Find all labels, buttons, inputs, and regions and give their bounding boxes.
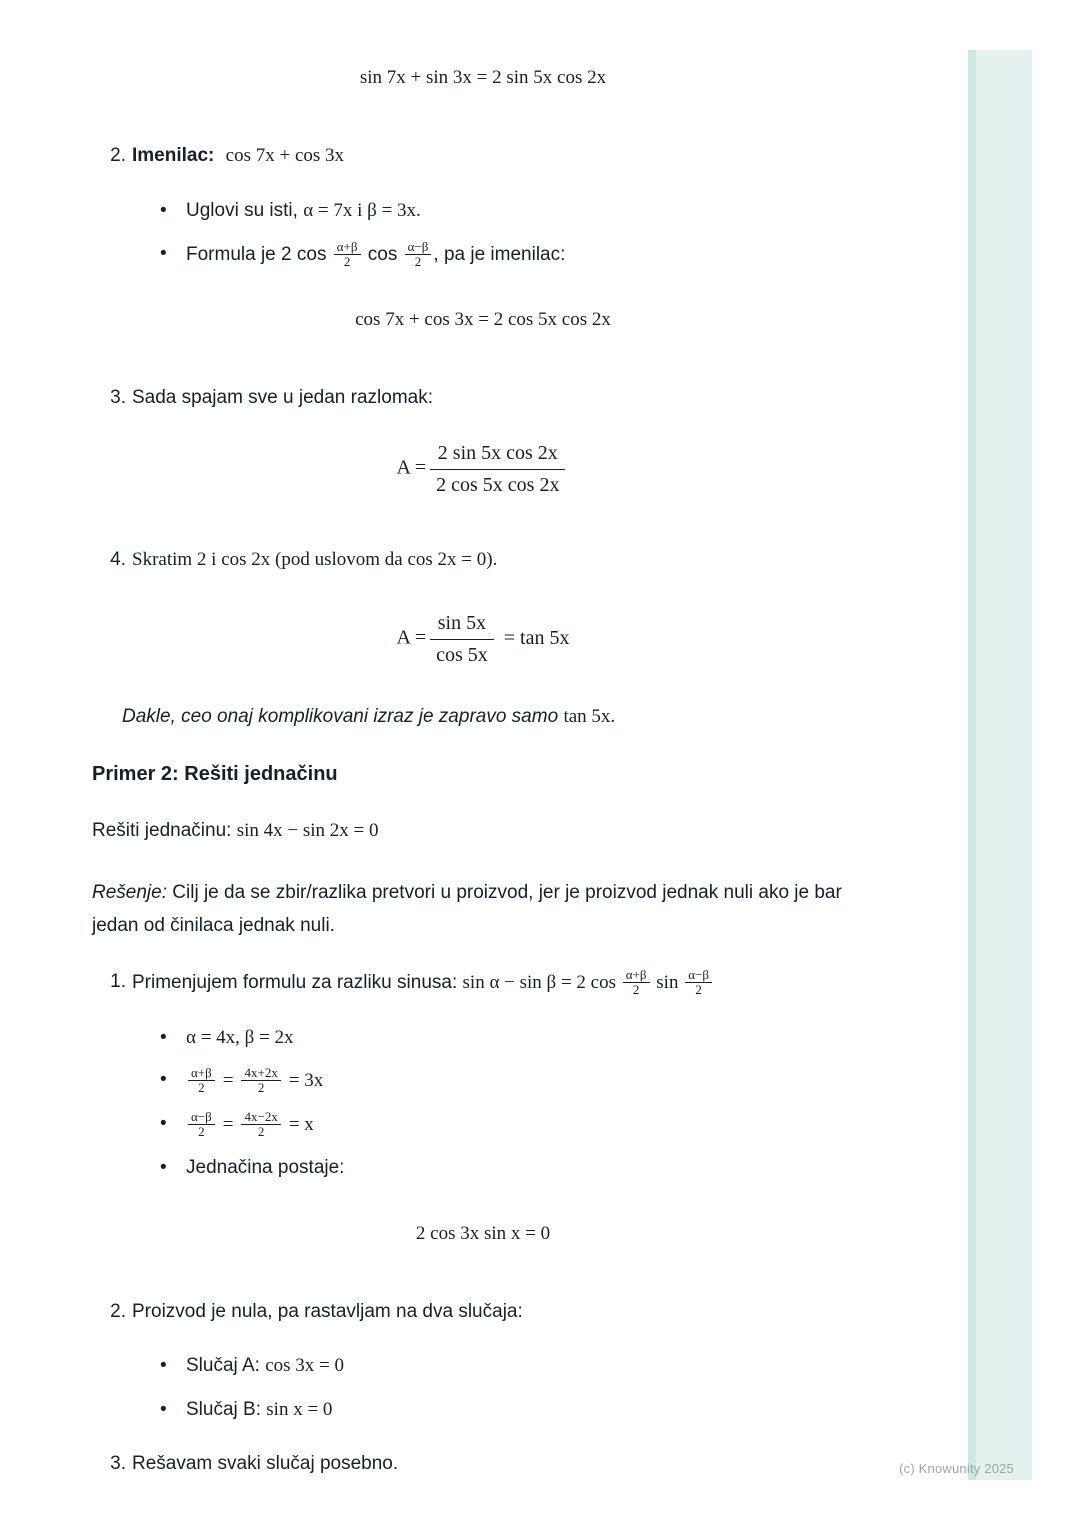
equation-sin-sum-text: sin 7x + sin 3x = 2 sin 5x cos 2x — [359, 67, 607, 88]
case-b-label: Slučaj B: — [186, 1399, 267, 1420]
list-item-denominator — [110, 142, 932, 171]
fraction-numerator: α−β — [407, 239, 429, 254]
fraction-numerator: α−β — [191, 1109, 212, 1124]
denominator-expression: cos 7x + cos 3x — [225, 145, 345, 166]
bullet-formula-after: , pa je imenilac: — [433, 243, 566, 265]
bullet-dot-icon: • — [160, 1399, 167, 1420]
simplify-text: Skratim 2 i cos 2x (pod uslovom da cos 2x = 0). — [132, 549, 498, 570]
bullet-half-difference — [160, 1109, 946, 1139]
list-item-simplify — [110, 546, 952, 575]
alpha-beta-expression: α = 4x, β = 2x — [186, 1027, 294, 1048]
bullet-formula-mid: cos — [362, 243, 403, 265]
equation-cos-sum-text: cos 7x + cos 3x = 2 cos 5x cos 2x — [355, 309, 611, 330]
list-number: 3. — [110, 387, 126, 408]
fraction-denominator: 2 — [188, 1124, 215, 1139]
conclusion-text: Dakle, ceo onaj komplikovani izraz je zapravo samo — [122, 706, 564, 727]
heading-primer-2 — [92, 763, 912, 786]
bullet-angles-expression: α = 7x i β = 3x. — [303, 200, 421, 221]
list-number: 2. — [110, 145, 126, 166]
case-a-label: Slučaj A: — [186, 1355, 266, 1376]
fraction-numerator: 2 sin 5x cos 2x — [437, 442, 558, 464]
bullet-case-a — [160, 1352, 946, 1381]
list-number: 2. — [110, 1301, 126, 1322]
apply-formula-text: Primenjujem formulu za razliku sinusa: — [132, 971, 463, 993]
bullet-dot-icon: • — [160, 243, 167, 264]
fraction-4x-minus-2x-over-2 — [241, 1110, 280, 1138]
equation-A-tan-lhs: A = — [396, 626, 427, 649]
fraction-alpha-minus-beta-over-2 — [188, 1110, 215, 1138]
combine-text: Sada spajam sve u jedan razlomak: — [132, 387, 433, 408]
fraction-A-big — [430, 440, 565, 499]
solution-text: Cilj je da se zbir/razlika pretvori u proizvod, jer je proizvod jednak nuli ako je bar jedan od činilaca jednak nuli. — [92, 882, 842, 937]
fraction-denominator: 2 — [334, 254, 361, 269]
fraction-denominator: 2 — [623, 982, 650, 997]
apply-formula-head: sin α − sin β = 2 cos — [462, 971, 621, 993]
bullet-formula — [160, 239, 946, 269]
equation-becomes-text: Jednačina postaje: — [186, 1157, 345, 1178]
solution-paragraph — [92, 876, 852, 943]
case-a-expression: cos 3x = 0 — [265, 1355, 345, 1376]
half-difference-result: = x — [288, 1113, 314, 1135]
fraction-numerator: 4x+2x — [244, 1065, 278, 1080]
fraction-sin-over-cos — [430, 610, 494, 669]
fraction-numerator: α+β — [336, 239, 358, 254]
fraction-numerator: 4x−2x — [244, 1109, 278, 1124]
bullet-dot-icon: • — [160, 200, 167, 221]
case-b-expression: sin x = 0 — [266, 1399, 333, 1420]
list-item-apply-formula — [110, 967, 992, 997]
list-number: 4. — [110, 549, 126, 570]
equation-A-tan-rhs: = tan 5x — [503, 626, 570, 649]
fraction-numerator: α+β — [625, 967, 647, 982]
conclusion-expression: tan 5x. — [563, 706, 616, 727]
task-expression: sin 4x − sin 2x = 0 — [236, 820, 379, 841]
half-sum-result: = 3x — [288, 1069, 324, 1091]
conclusion-line — [122, 706, 942, 728]
apply-formula-mid: sin — [651, 971, 684, 993]
equation-sin-sum — [0, 66, 966, 89]
bullet-equation-becomes — [160, 1154, 946, 1183]
fraction-denominator: 2 cos 5x cos 2x — [430, 469, 565, 499]
list-item-two-cases — [110, 1298, 932, 1327]
equals-sign-1: = — [222, 1113, 234, 1135]
fraction-alpha-minus-beta-over-2 — [405, 240, 432, 268]
fraction-denominator: 2 — [241, 1080, 280, 1095]
fraction-denominator: 2 — [405, 254, 432, 269]
fraction-denominator: 2 — [188, 1080, 215, 1095]
equation-cos-sum — [0, 308, 966, 331]
list-item-combine — [110, 384, 932, 413]
task-line — [92, 820, 952, 842]
list-number: 1. — [110, 971, 126, 992]
fraction-4x-plus-2x-over-2 — [241, 1066, 280, 1094]
bullet-half-sum — [160, 1065, 946, 1095]
equation-A-tan — [0, 610, 966, 669]
list-item-solve-each — [110, 1450, 932, 1479]
bullet-dot-icon: • — [160, 1027, 167, 1048]
two-cases-text: Proizvod je nula, pa rastavljam na dva slučaja: — [132, 1301, 523, 1322]
watermark: (c) Knowunity 2025 — [899, 1461, 1014, 1476]
equals-sign-1: = — [222, 1069, 234, 1091]
fraction-denominator: 2 — [241, 1124, 280, 1139]
list-number: 3. — [110, 1453, 126, 1474]
page-side-accent-edge — [968, 50, 976, 1480]
solve-each-text: Rešavam svaki slučaj posebno. — [132, 1453, 399, 1474]
page-side-accent-band — [976, 50, 1032, 1480]
fraction-numerator: α+β — [191, 1065, 212, 1080]
bullet-formula-text: Formula je 2 cos — [186, 243, 332, 265]
fraction-alpha-plus-beta-over-2 — [623, 968, 650, 996]
heading-primer-2-text: Primer 2: Rešiti jednačinu — [92, 763, 338, 785]
bullet-angles-text: Uglovi su isti, — [186, 200, 304, 221]
solution-label: Rešenje: — [92, 882, 167, 903]
fraction-denominator: 2 — [685, 982, 712, 997]
bullet-case-b — [160, 1396, 946, 1425]
bullet-dot-icon: • — [160, 1355, 167, 1376]
fraction-numerator: α−β — [688, 967, 709, 982]
equation-A-fraction — [0, 440, 966, 499]
fraction-alpha-plus-beta-over-2 — [188, 1066, 215, 1094]
equation-A-lhs: A = — [396, 456, 427, 479]
bullet-alpha-beta-values — [160, 1024, 946, 1053]
denominator-label: Imenilac: — [132, 145, 215, 166]
fraction-alpha-minus-beta-over-2 — [685, 968, 712, 996]
task-label: Rešiti jednačinu: — [92, 820, 237, 841]
fraction-numerator: sin 5x — [437, 612, 487, 634]
equation-product-zero-text: 2 cos 3x sin x = 0 — [415, 1223, 551, 1244]
bullet-dot-icon: • — [160, 1069, 167, 1090]
bullet-angles-same — [160, 197, 946, 226]
equation-product-zero — [0, 1222, 966, 1245]
fraction-denominator: cos 5x — [430, 639, 494, 669]
bullet-dot-icon: • — [160, 1157, 167, 1178]
fraction-alpha-plus-beta-over-2 — [334, 240, 361, 268]
bullet-dot-icon: • — [160, 1113, 167, 1134]
